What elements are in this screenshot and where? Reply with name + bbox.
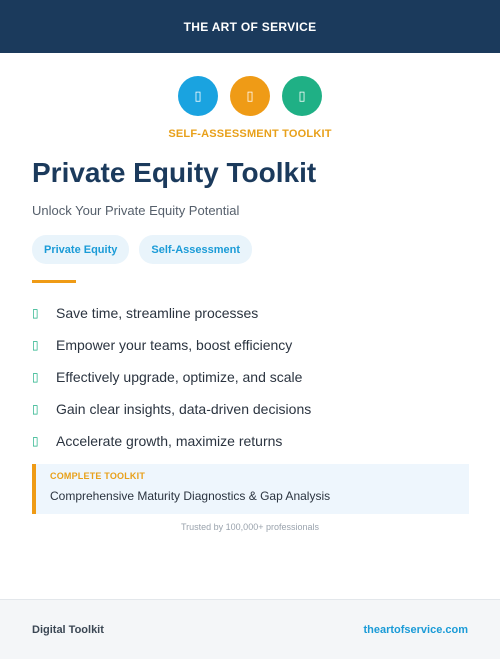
- blue-icon: [178, 76, 218, 116]
- check-icon: ▯: [32, 370, 39, 384]
- brand-title: THE ART OF SERVICE: [183, 19, 317, 34]
- feature-item: [32, 329, 311, 361]
- eyebrow-label: SELF-ASSESSMENT TOOLKIT: [168, 128, 332, 140]
- feature-text: Empower your teams, boost efficiency: [56, 337, 293, 353]
- orange-icon-glyph: ▯: [246, 88, 254, 104]
- feature-text: Gain clear insights, data-driven decisions: [56, 401, 312, 417]
- icon-row: [0, 76, 500, 116]
- tag-list: [32, 235, 252, 264]
- accent-divider: [32, 280, 76, 283]
- feature-item: [32, 297, 311, 329]
- check-icon: ▯: [32, 434, 39, 448]
- subtitle: Unlock Your Private Equity Potential: [32, 203, 240, 218]
- footer: [0, 599, 500, 659]
- toolkit-callout: [32, 464, 469, 514]
- callout-label: COMPLETE TOOLKIT: [50, 471, 146, 481]
- page-title: Private Equity Toolkit: [32, 157, 317, 188]
- feature-item: [32, 361, 311, 393]
- tag-self-assessment: Self-Assessment: [139, 235, 252, 264]
- feature-list: [32, 297, 311, 457]
- feature-text: Save time, streamline processes: [56, 305, 259, 321]
- feature-text: Effectively upgrade, optimize, and scale: [56, 369, 303, 385]
- feature-item: [32, 425, 311, 457]
- check-icon: ▯: [32, 338, 39, 352]
- check-icon: ▯: [32, 306, 39, 320]
- green-icon-glyph: ▯: [298, 88, 306, 104]
- tag-private-equity: Private Equity: [32, 235, 129, 264]
- feature-item: [32, 393, 311, 425]
- top-bar: [0, 0, 500, 53]
- green-icon: [282, 76, 322, 116]
- blue-icon-glyph: ▯: [194, 88, 202, 104]
- footer-label: Digital Toolkit: [32, 623, 104, 636]
- callout-text: Comprehensive Maturity Diagnostics & Gap Analysis: [50, 489, 331, 503]
- feature-text: Accelerate growth, maximize returns: [56, 433, 283, 449]
- website-link[interactable]: theartofservice.com: [363, 623, 468, 636]
- trust-line: Trusted by 100,000+ professionals: [180, 522, 319, 532]
- check-icon: ▯: [32, 402, 39, 416]
- orange-icon: [230, 76, 270, 116]
